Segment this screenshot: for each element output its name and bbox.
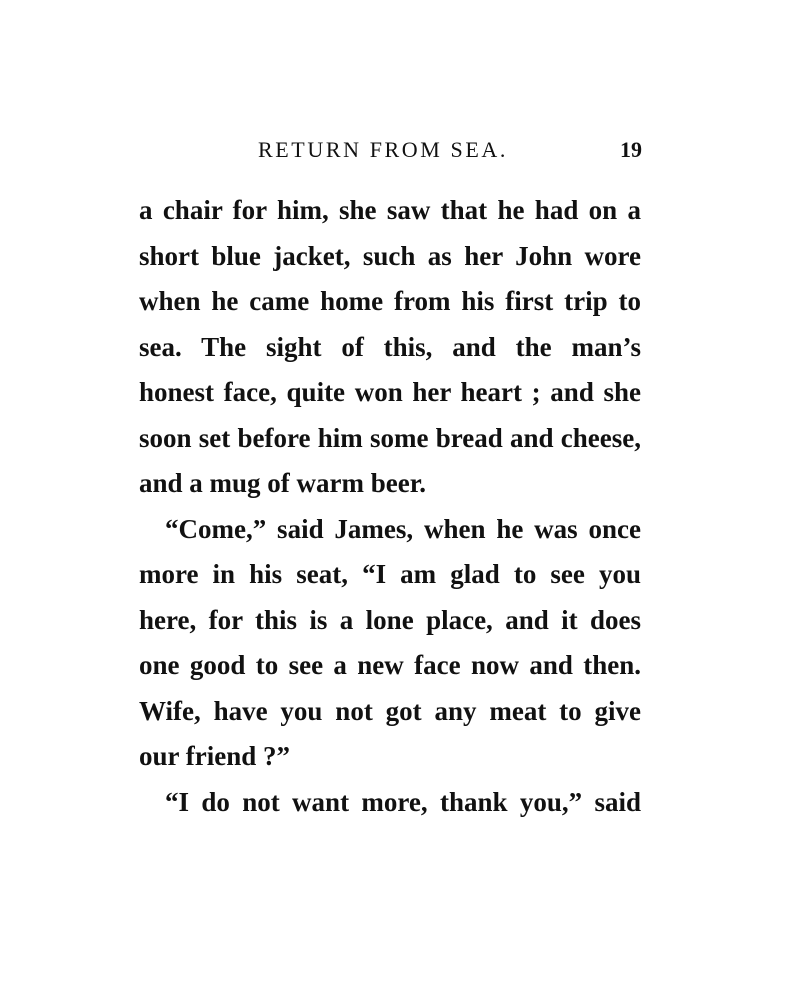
text-line: sea. The sight of this, and the man’s — [139, 331, 641, 362]
text-line: our friend ?” — [139, 741, 291, 771]
body-text — [139, 188, 641, 825]
text-line: Wife, have you not got any meat to give — [139, 695, 641, 726]
running-head — [258, 133, 642, 167]
text-line: one good to see a new face now and then. — [139, 650, 641, 680]
text-line: a chair for him, she saw that he had on a — [139, 195, 641, 225]
page-number: 19 — [620, 137, 642, 162]
text-line: when he came home from his first trip to — [139, 286, 641, 316]
text-line: “I do not want more, thank you,” said — [165, 786, 641, 817]
text-line: honest face, quite won her heart ; and she — [139, 377, 641, 407]
text-line: soon set before him some bread and cheese, — [139, 422, 641, 453]
text-line: short blue jacket, such as her John wore — [139, 240, 641, 271]
text-line: here, for this is a lone place, and it does — [139, 604, 641, 635]
text-line: “Come,” said James, when he was once — [165, 513, 641, 544]
running-title: RETURN FROM SEA. — [258, 137, 509, 162]
text-line: and a mug of warm beer. — [139, 468, 426, 498]
text-line: more in his seat, “I am glad to see you — [139, 559, 641, 589]
